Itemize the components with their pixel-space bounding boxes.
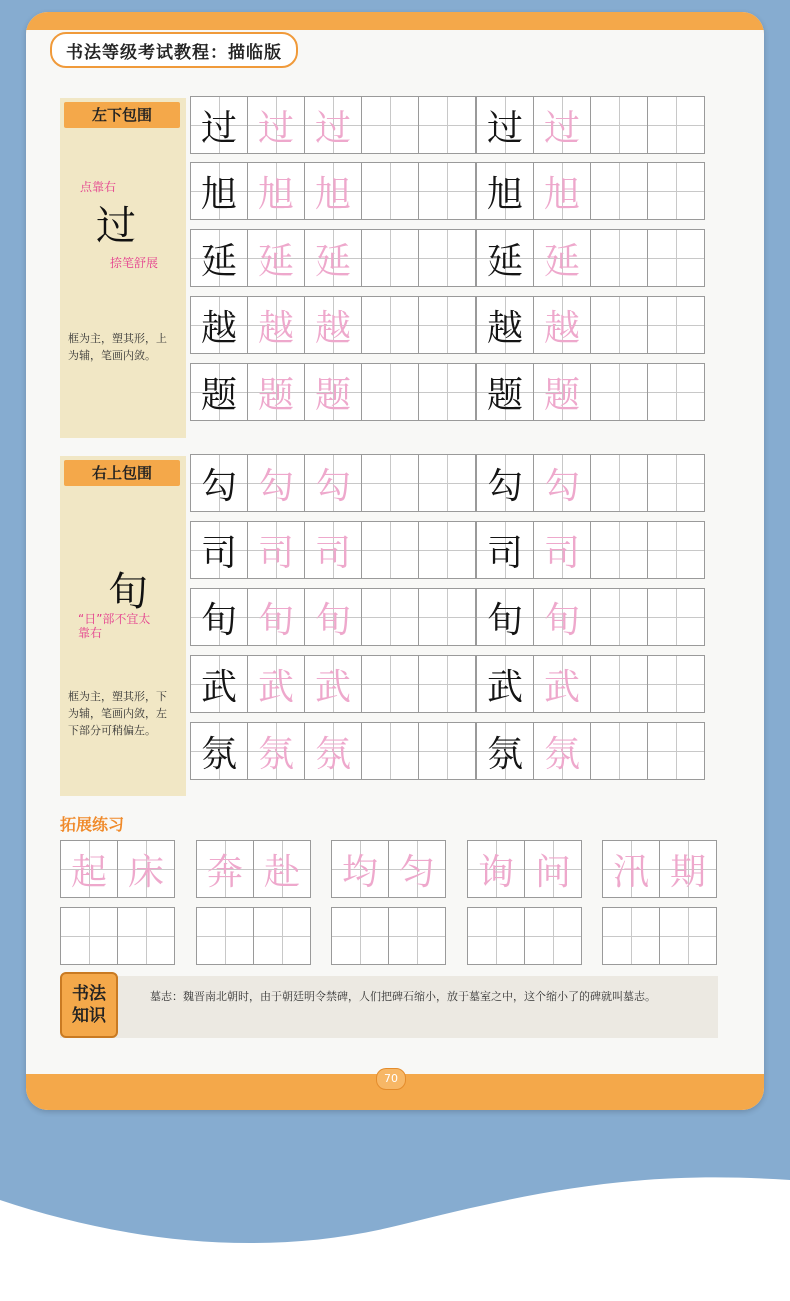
blank-practice-cell[interactable] <box>361 363 419 421</box>
extension-trace-cell: 汛 <box>602 840 660 898</box>
practice-row <box>190 363 704 421</box>
practice-row <box>190 296 704 354</box>
model-char-cell: 司 <box>190 521 248 579</box>
extension-trace-pair <box>60 840 174 898</box>
workbook-page <box>26 12 764 1110</box>
annotation-stroke: 捺笔舒展 <box>110 256 159 270</box>
model-char-cell: 过 <box>476 96 534 154</box>
model-char-cell: 题 <box>190 363 248 421</box>
blank-practice-cell[interactable] <box>590 655 648 713</box>
blank-practice-cell[interactable] <box>361 162 419 220</box>
trace-char-cell: 题 <box>533 363 591 421</box>
trace-char-cell: 延 <box>304 229 362 287</box>
trace-char-cell: 武 <box>304 655 362 713</box>
trace-char-cell: 旭 <box>247 162 305 220</box>
extension-blank-cell[interactable] <box>60 907 118 965</box>
blank-practice-cell[interactable] <box>590 96 648 154</box>
blank-practice-cell[interactable] <box>647 162 705 220</box>
model-char-cell: 越 <box>476 296 534 354</box>
blank-practice-cell[interactable] <box>418 296 476 354</box>
blank-practice-cell[interactable] <box>647 521 705 579</box>
blank-practice-cell[interactable] <box>590 454 648 512</box>
extension-blank-pair <box>331 907 445 965</box>
blank-practice-cell[interactable] <box>647 96 705 154</box>
trace-char-cell: 越 <box>247 296 305 354</box>
demo-char-2: 旬 <box>108 569 148 615</box>
model-char-cell: 旬 <box>190 588 248 646</box>
practice-row <box>190 96 704 154</box>
model-char-cell: 延 <box>190 229 248 287</box>
extension-blank-cell[interactable] <box>196 907 254 965</box>
badge-line-2: 知识 <box>72 1006 106 1026</box>
extension-trace-cell: 询 <box>467 840 525 898</box>
trace-char-cell: 越 <box>304 296 362 354</box>
blank-practice-cell[interactable] <box>590 722 648 780</box>
demo-char-1: 过 <box>96 203 136 249</box>
extension-trace-cell: 奔 <box>196 840 254 898</box>
extension-trace-cell: 均 <box>331 840 389 898</box>
extension-blank-pair <box>196 907 310 965</box>
model-char-cell: 氛 <box>190 722 248 780</box>
trace-char-cell: 氛 <box>533 722 591 780</box>
blank-practice-cell[interactable] <box>361 229 419 287</box>
model-char-cell: 旭 <box>476 162 534 220</box>
section-label-2: 右上包围 <box>64 460 180 486</box>
trace-char-cell: 武 <box>533 655 591 713</box>
blank-practice-cell[interactable] <box>590 296 648 354</box>
trace-char-cell: 司 <box>533 521 591 579</box>
trace-char-cell: 过 <box>304 96 362 154</box>
model-char-cell: 题 <box>476 363 534 421</box>
practice-row <box>190 454 704 512</box>
trace-char-cell: 司 <box>247 521 305 579</box>
extension-blank-cell[interactable] <box>602 907 660 965</box>
extension-trace-cell: 匀 <box>388 840 446 898</box>
knowledge-badge <box>60 972 118 1038</box>
blank-practice-cell[interactable] <box>590 588 648 646</box>
extension-trace-cell: 赴 <box>253 840 311 898</box>
page-title: 书法等级考试教程：描临版 <box>50 32 298 68</box>
blank-practice-cell[interactable] <box>647 588 705 646</box>
blank-practice-cell[interactable] <box>590 162 648 220</box>
blank-practice-cell[interactable] <box>418 363 476 421</box>
extension-trace-pair <box>602 840 716 898</box>
extension-trace-cell: 起 <box>60 840 118 898</box>
blank-practice-cell[interactable] <box>590 229 648 287</box>
model-char-cell: 勾 <box>190 454 248 512</box>
trace-char-cell: 越 <box>533 296 591 354</box>
extension-trace-cell: 床 <box>117 840 175 898</box>
practice-row <box>190 521 704 579</box>
extension-blank-pair <box>602 907 716 965</box>
blank-practice-cell[interactable] <box>418 96 476 154</box>
trace-char-cell: 过 <box>247 96 305 154</box>
blank-practice-cell[interactable] <box>418 229 476 287</box>
blank-practice-cell[interactable] <box>361 588 419 646</box>
trace-char-cell: 延 <box>247 229 305 287</box>
annotation-dot: 点靠右 <box>80 180 117 194</box>
extension-blank-cell[interactable] <box>388 907 446 965</box>
practice-row <box>190 229 704 287</box>
trace-char-cell: 武 <box>247 655 305 713</box>
model-char-cell: 旭 <box>190 162 248 220</box>
trace-char-cell: 题 <box>247 363 305 421</box>
trace-char-cell: 氛 <box>247 722 305 780</box>
blank-practice-cell[interactable] <box>418 722 476 780</box>
practice-row <box>190 655 704 713</box>
badge-line-1: 书法 <box>72 984 106 1004</box>
blank-practice-cell[interactable] <box>361 521 419 579</box>
extension-blank-pair <box>467 907 581 965</box>
extension-blank-cell[interactable] <box>117 907 175 965</box>
blank-practice-cell[interactable] <box>647 229 705 287</box>
extension-trace-pair <box>331 840 445 898</box>
trace-char-cell: 勾 <box>533 454 591 512</box>
model-char-cell: 过 <box>190 96 248 154</box>
blank-practice-cell[interactable] <box>418 588 476 646</box>
blank-practice-cell[interactable] <box>418 162 476 220</box>
model-char-cell: 旬 <box>476 588 534 646</box>
blank-practice-cell[interactable] <box>647 655 705 713</box>
blank-practice-cell[interactable] <box>361 722 419 780</box>
blank-practice-cell[interactable] <box>647 363 705 421</box>
blank-practice-cell[interactable] <box>418 521 476 579</box>
extension-title: 拓展练习 <box>60 815 125 834</box>
extension-blank-cell[interactable] <box>467 907 525 965</box>
trace-char-cell: 题 <box>304 363 362 421</box>
extension-blank-cell[interactable] <box>524 907 582 965</box>
trace-char-cell: 勾 <box>247 454 305 512</box>
blank-practice-cell[interactable] <box>647 722 705 780</box>
blank-practice-cell[interactable] <box>647 454 705 512</box>
blank-practice-cell[interactable] <box>590 363 648 421</box>
extension-blank-cell[interactable] <box>253 907 311 965</box>
extension-blank-cell[interactable] <box>331 907 389 965</box>
trace-char-cell: 旬 <box>247 588 305 646</box>
section-label-1: 左下包围 <box>64 102 180 128</box>
trace-char-cell: 延 <box>533 229 591 287</box>
trace-char-cell: 司 <box>304 521 362 579</box>
extension-blank-cell[interactable] <box>659 907 717 965</box>
blank-practice-cell[interactable] <box>361 655 419 713</box>
extension-trace-pair <box>467 840 581 898</box>
model-char-cell: 武 <box>190 655 248 713</box>
blank-practice-cell[interactable] <box>361 454 419 512</box>
knowledge-text: 墓志：魏晋南北朝时，由于朝廷明令禁碑，人们把碑石缩小，放于墓室之中，这个缩小了的碑就叫墓志。 <box>150 990 656 1003</box>
trace-char-cell: 旬 <box>533 588 591 646</box>
practice-row <box>190 162 704 220</box>
extension-trace-pair <box>196 840 310 898</box>
trace-char-cell: 勾 <box>304 454 362 512</box>
model-char-cell: 越 <box>190 296 248 354</box>
page-number: 70 <box>376 1068 406 1090</box>
extension-trace-cell: 期 <box>659 840 717 898</box>
extension-blank-pair <box>60 907 174 965</box>
blank-practice-cell[interactable] <box>418 655 476 713</box>
section-note-2: 框为主，塑其形，下为辅，笔画内敛，左下部分可稍偏左。 <box>68 690 167 737</box>
trace-char-cell: 旬 <box>304 588 362 646</box>
model-char-cell: 武 <box>476 655 534 713</box>
blank-practice-cell[interactable] <box>590 521 648 579</box>
model-char-cell: 勾 <box>476 454 534 512</box>
blank-practice-cell[interactable] <box>647 296 705 354</box>
trace-char-cell: 旭 <box>533 162 591 220</box>
trace-char-cell: 氛 <box>304 722 362 780</box>
extension-trace-cell: 问 <box>524 840 582 898</box>
blank-practice-cell[interactable] <box>418 454 476 512</box>
section-note-1: 框为主，塑其形，上为辅，笔画内敛。 <box>68 332 167 362</box>
practice-row <box>190 722 704 780</box>
annotation-sun: “日”部不宜太靠右 <box>78 612 151 640</box>
blank-practice-cell[interactable] <box>361 296 419 354</box>
model-char-cell: 氛 <box>476 722 534 780</box>
model-char-cell: 司 <box>476 521 534 579</box>
trace-char-cell: 过 <box>533 96 591 154</box>
trace-char-cell: 旭 <box>304 162 362 220</box>
model-char-cell: 延 <box>476 229 534 287</box>
practice-row <box>190 588 704 646</box>
blank-practice-cell[interactable] <box>361 96 419 154</box>
